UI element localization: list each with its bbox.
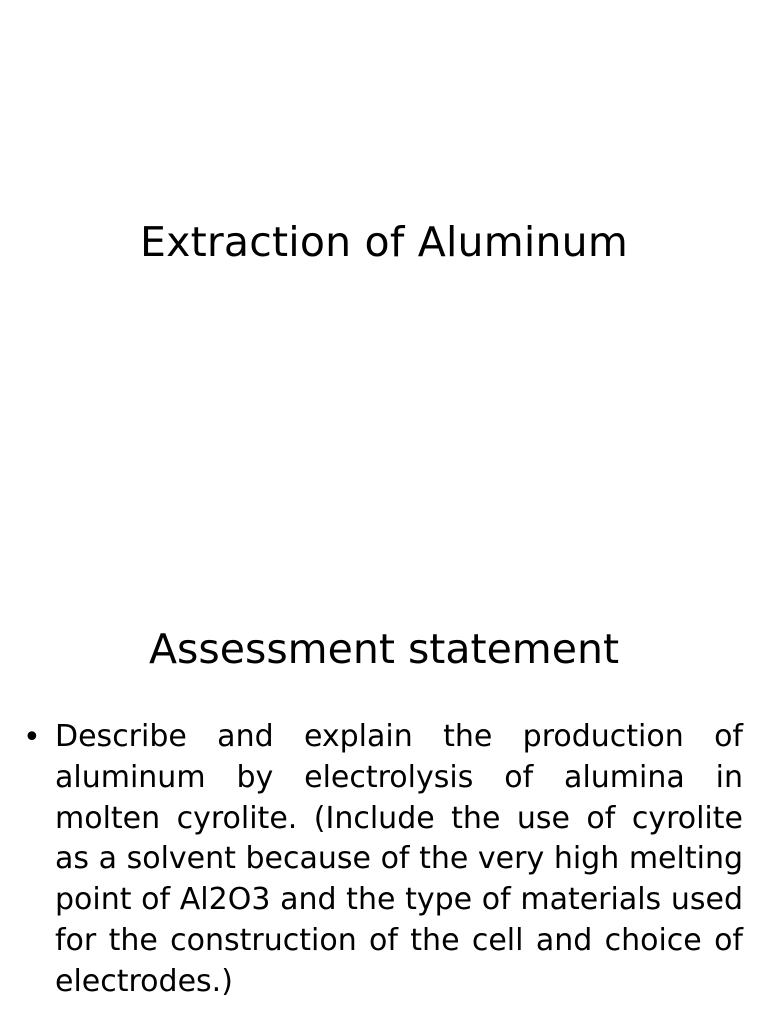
bullet-list	[23, 717, 743, 1003]
slide-title: Extraction of Aluminum	[140, 218, 628, 266]
bullet-icon: •	[23, 720, 41, 755]
assessment-slide	[0, 576, 768, 1024]
slide-heading: Assessment statement	[148, 625, 620, 673]
list-item	[23, 717, 743, 1003]
bullet-text: Describe and explain the production of aluminum by electrolysis of alumina in molten cyrolite. (Include the use of cyrolite as a solvent because of the very high melting point of Al2O3 and the type of materials used for the construction of the cell and choice of electrodes.)	[55, 719, 743, 999]
